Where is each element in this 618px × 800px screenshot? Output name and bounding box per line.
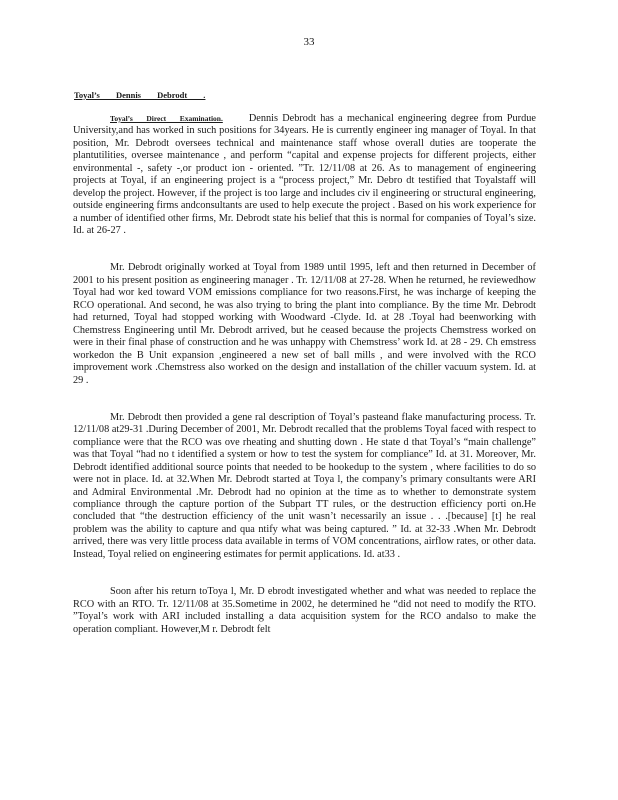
paragraph-4 [73,586,536,636]
paragraph-2-text: Mr. Debrodt originally worked at Toyal from 1989 until 1995, left and then returned in December of 2001 to his present position as engineering manager . Tr. 12/11/08 at 27-28. When he returned, he reviewedhow Toyal had wor ked toward VOM emissions compliance for two reasons.First, he was incharge of keeping the RCO operational. And second, he was also trying to bring the plant into compliance. By the time Mr. Debrodt had returned, Toyal had stopped working with Woodward -Clyde. Id. at 28 .Toyal had beenworking with Chemstress Engineering until Mr. Debrodt arrived, but he ceased because the projects Chemstress worked on were in their final phase of construction and he was unhappy with Chemstress’ work Id. at 28 - 29. Ch emstress workedon the B Unit expansion ,engineered a new set of ball mills , and were involved with the RCO improvement work .Chemstress also worked on the design and installation of the chiller vacuum system. Id. at 29 . [73,262,536,386]
paragraph-4-text: Soon after his return toToya l, Mr. D ebrodt investigated whether and what was needed to replace the RCO with an RTO. Tr. 12/11/08 at 35.Sometime in 2002, he determined he “did not need to modify the RTO. ”Toyal’s work with ARI included installing a data acquisition system for the RCO andalso to make the operation compliant. However,M r. Debrodt felt [73,586,536,635]
paragraph-2 [73,262,536,387]
paragraph-3 [73,412,536,561]
subsection-heading: Toyal’s Direct Examination. [110,114,223,123]
page-number: 33 [303,36,315,48]
paragraph-1-text: Dennis Debrodt has a mechanical engineering degree from Purdue University,and has worked in such positions for 34years. He is currently engineer ing manager of Toyal. In that position, Mr. Debrodt oversees technical and maintenance staff whose overall duties are tooperate the plantutilities, oversee maintenance , and perform “capital and expense projects for different projects, either environmental -, safety -,or product ion - oriented. ”Tr. 12/11/08 at 26. As to management of engineering projects at Toyal, if an engineering project is a “process project,” Mr. Debro dt testified that Toyalstaff will develop the project. However, if the project is too large and includes civ il engineering or structural engineering, outside engineering firms andconsultants are used to help execute the project . Based on his work experience for a number of identified other firms, Mr. Debrodt state his belief that this is normal for companies of Toyal’s size. Id. at 26-27 . [73,113,536,237]
section-heading: Toyal’s Dennis Debrodt . [74,90,206,100]
paragraph-1 [73,113,536,238]
paragraph-3-text: Mr. Debrodt then provided a gene ral description of Toyal’s pasteand flake manufacturing process. Tr. 12/11/08 at29-31 .During December of 2001, Mr. Debrodt recalled that the problems Toyal faced with respect to compliance were that the RCO was ove rheating and shutting down . He state d that Toyal’s “main challenge” was that Toyal “had no t identified a system or how to test the system for compliance” Id. at 31. Moreover, Mr. Debrodt identified additional source points that needed to be hookedup to the system , where facilities to do so were not in place. Id. at 32.When Mr. Debrodt started at Toya l, the company’s primary consultants were ARI and Admiral Environmental .Mr. Debrodt had no opinion at the time as to whether to demonstrate system compliance through the capture portion of the Subpart TT rules, or the destruction efficiency porti on.He concluded that “the destruction efficiency of the unit wasn’t necessarily an issue . . .[because] [t] he real problem was the ability to capture and qua ntify what was being captured. ” Id. at 32-33 .When Mr. Debrodt arrived, there was very little process data available in terms of VOM concentrations, airflow rates, or other data. Instead, Toyal relied on engineering estimates for permit applications. Id. at33 . [73,411,536,560]
document-body [73,113,536,661]
